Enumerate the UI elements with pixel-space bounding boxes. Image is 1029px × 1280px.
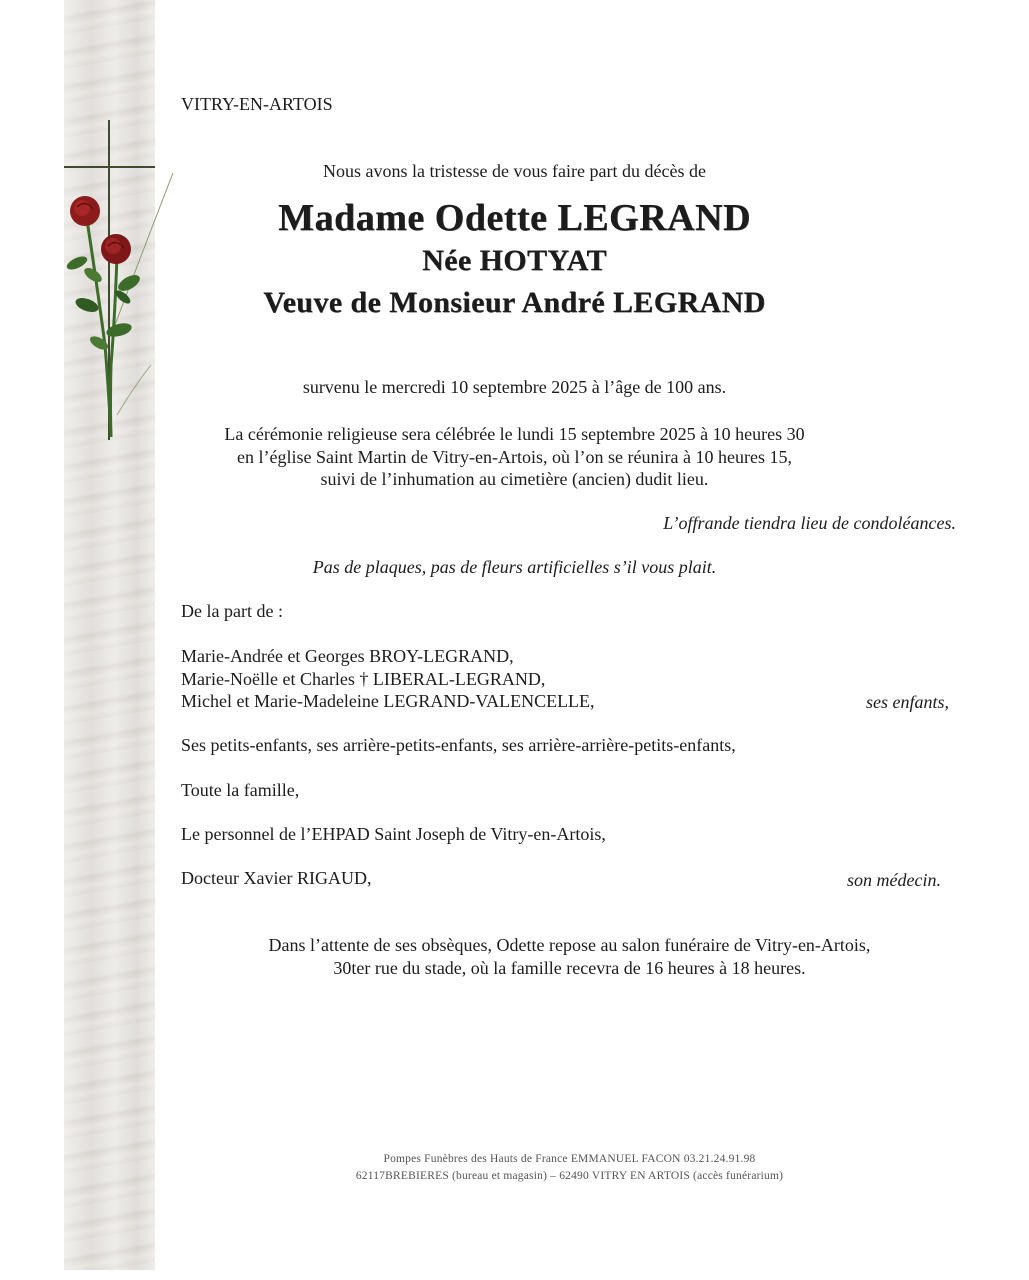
no-flowers-note: Pas de plaques, pas de fleurs artificielles s’il vous plait. [312, 557, 717, 577]
rest-line-1: Dans l’attente de ses obsèques, Odette repose au salon funéraire de Vitry-en-Artois, [268, 935, 871, 955]
widow-line: Veuve de Monsieur André LEGRAND [263, 286, 766, 319]
child-line-2: Marie-Noëlle et Charles † LIBERAL-LEGRAND, [181, 669, 546, 689]
rest-line-2: 30ter rue du stade, où la famille recevra de 16 heures à 18 heures. [333, 958, 806, 978]
child-line-1: Marie-Andrée et Georges BROY-LEGRAND, [181, 646, 514, 666]
family-line: Toute la famille, [181, 780, 300, 800]
footer-line-1: Pompes Funèbres des Hauts de France EMMANUEL FACON 03.21.24.91.98 [383, 1153, 756, 1165]
doctor-line: Docteur Xavier RIGAUD, [181, 868, 372, 888]
staff-line: Le personnel de l’EHPAD Saint Joseph de Vitry-en-Artois, [181, 824, 606, 844]
children-relation: ses enfants, [866, 692, 949, 712]
grandchildren-line: Ses petits-enfants, ses arrière-petits-enfants, ses arrière-arrière-petits-enfants, [181, 735, 736, 755]
footer-line-2: 62117BREBIERES (bureau et magasin) – 62490 VITRY EN ARTOIS (accès funérarium) [355, 1170, 784, 1182]
ceremony-line-2: en l’église Saint Martin de Vitry-en-Artois, où l’on se réunira à 10 heures 15, [237, 447, 792, 467]
town-heading: VITRY-EN-ARTOIS [181, 94, 333, 114]
ceremony-line-1: La cérémonie religieuse sera célébrée le lundi 15 septembre 2025 à 10 heures 30 [224, 424, 805, 444]
ceremony-line-3: suivi de l’inhumation au cimetière (ancien) dudit lieu. [320, 469, 709, 489]
intro-text: Nous avons la tristesse de vous faire part du décès de [323, 161, 706, 181]
from-label: De la part de : [181, 601, 283, 621]
maiden-name: Née HOTYAT [422, 244, 607, 277]
offering-note: L’offrande tiendra lieu de condoléances. [663, 513, 956, 533]
death-date-text: survenu le mercredi 10 septembre 2025 à l’âge de 100 ans. [302, 377, 727, 397]
child-line-3: Michel et Marie-Madeleine LEGRAND-VALENCELLE, [181, 691, 595, 711]
doctor-relation: son médecin. [847, 870, 941, 890]
deceased-name: Madame Odette LEGRAND [278, 197, 751, 239]
